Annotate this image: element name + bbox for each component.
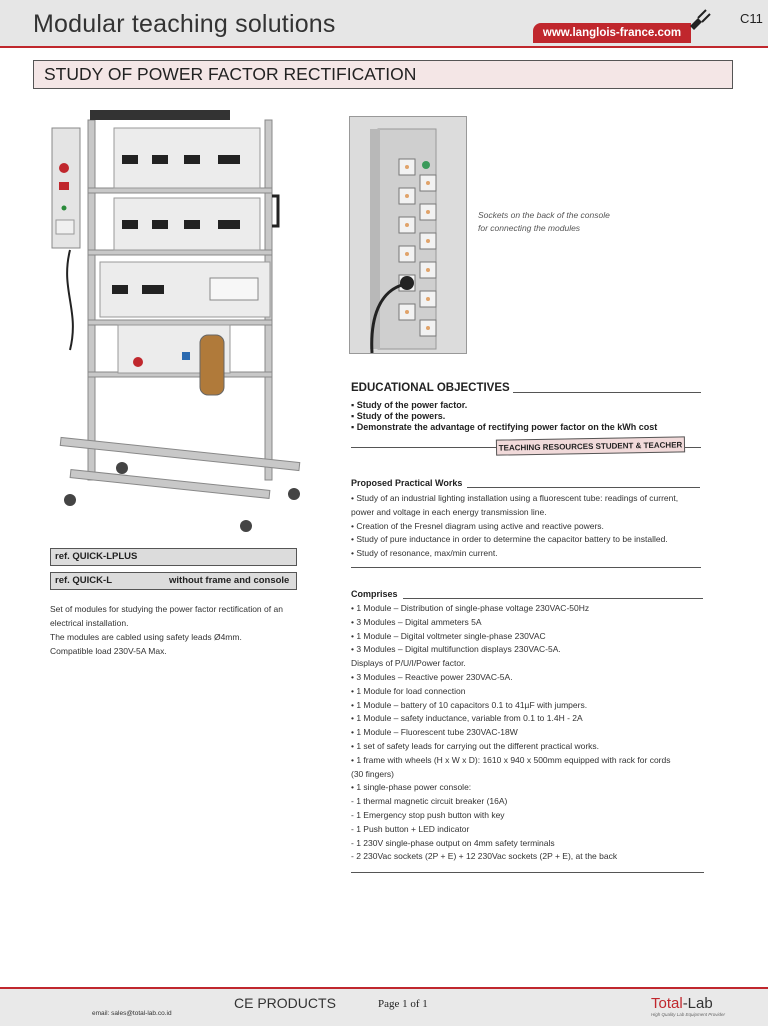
list-item: Displays of P/U/I/Power factor. [351, 658, 466, 669]
section-divider [351, 872, 704, 873]
list-item: • 1 Module – Digital voltmeter single-phase 230VAC [351, 630, 546, 641]
section-divider [403, 598, 703, 599]
list-item: - 2 230Vac sockets (2P + E) + 12 230Vac sockets (2P + E), at the back [351, 851, 618, 862]
list-item: • 1 single-phase power console: [351, 782, 472, 793]
sockets-photo [349, 116, 467, 354]
ce-mark-icon: CE [234, 995, 254, 1011]
header-title: Modular teaching solutions [33, 10, 336, 38]
comprises-list [351, 602, 711, 864]
ref-quick-l-note: without frame and console [169, 575, 290, 586]
section-divider [513, 392, 701, 393]
section-divider [467, 487, 700, 488]
products-label: PRODUCTS [257, 995, 336, 1011]
list-item: - 1 Push button + LED indicator [351, 823, 470, 834]
list-item: • 1 Module – Fluorescent tube 230VAC-18W [351, 727, 518, 738]
title-banner [33, 60, 733, 89]
educational-objectives-list [351, 400, 711, 433]
list-item: • 3 Modules – Reactive power 230VAC-5A. [351, 671, 513, 682]
ref-quick-l [50, 572, 297, 590]
brand-part-1: Total [651, 995, 683, 1012]
list-item: • Study of resonance, max/min current. [351, 548, 498, 559]
brand-part-2: -Lab [682, 995, 713, 1012]
teaching-resources-tag: TEACHING RESOURCES STUDENT & TEACHER [496, 436, 685, 455]
contact-email[interactable]: email: sales@total-lab.co.id [92, 1010, 172, 1017]
description-line: Set of modules for studying the power factor rectification of an electrical installation. [50, 604, 283, 628]
description-line: The modules are cabled using safety leads Ø4mm. [50, 632, 242, 642]
practical-works-list [351, 492, 711, 561]
list-item: • 1 Module – battery of 10 capacitors 0.1 to 41µF with jumpers. [351, 699, 588, 710]
list-item: - 1 230V single-phase output on 4mm safety terminals [351, 837, 555, 848]
list-item: ▪ Study of the powers. [351, 411, 446, 421]
sockets-panel-graphic [350, 117, 466, 353]
caption-line: for connecting the modules [478, 223, 581, 233]
list-item: • Creation of the Fresnel diagram using active and reactive powers. [351, 520, 604, 531]
caption-line: Sockets on the back of the console [478, 210, 610, 220]
list-item: • 3 Modules – Digital ammeters 5A [351, 616, 482, 627]
training-rig-photo [50, 100, 318, 540]
section-divider [351, 567, 701, 568]
page-number: Page 1 of 1 [378, 998, 428, 1010]
photo-caption [478, 209, 638, 235]
list-item: ▪ Demonstrate the advantage of rectifying power factor on the kWh cost [351, 422, 658, 432]
list-item: • 1 Module – Distribution of single-phase voltage 230VAC-50Hz [351, 603, 590, 613]
list-item: • Study of an industrial lighting installation using a fluorescent tube: readings of current, [351, 493, 679, 503]
banner-title: STUDY OF POWER FACTOR RECTIFICATION [44, 64, 417, 84]
brand-logo [651, 995, 713, 1012]
comprises-heading: Comprises [351, 589, 398, 599]
list-item: • 1 frame with wheels (H x W x D): 1610 x 940 x 500mm equipped with rack for cords [351, 754, 671, 765]
list-item: • 1 Module – safety inductance, variable from 0.1 to 1.4H - 2A [351, 713, 583, 724]
page-code: C11 [740, 11, 763, 26]
website-link[interactable]: www.langlois-france.com [533, 23, 691, 43]
list-item: ▪ Study of the power factor. [351, 400, 468, 410]
brand-tagline: High Quality Lab Equipment Provider [651, 1012, 726, 1017]
list-item: - 1 Emergency stop push button with key [351, 809, 505, 820]
list-item: • 3 Modules – Digital multifunction displays 230VAC-5A. [351, 644, 561, 655]
list-item: • 1 set of safety leads for carrying out the different practical works. [351, 740, 600, 751]
educational-objectives-heading: EDUCATIONAL OBJECTIVES [351, 382, 510, 394]
description-line: Compatible load 230V-5A Max. [50, 646, 167, 656]
list-item: - 1 thermal magnetic circuit breaker (16A) [351, 796, 508, 807]
list-item: power and voltage in each energy transmission line. [351, 506, 547, 517]
list-item: • 1 Module for load connection [351, 685, 466, 696]
ref-quick-lplus: ref. QUICK-LPLUS [50, 548, 297, 566]
plug-logo-icon [686, 8, 714, 30]
list-item: • Study of pure inductance in order to determine the capacitor battery to be installed. [351, 534, 668, 545]
product-description [50, 602, 302, 658]
ce-products-label [234, 995, 336, 1011]
list-item: (30 fingers) [351, 768, 394, 779]
ref-quick-l-code: ref. QUICK-L [55, 575, 112, 586]
practical-works-heading: Proposed Practical Works [351, 478, 463, 488]
